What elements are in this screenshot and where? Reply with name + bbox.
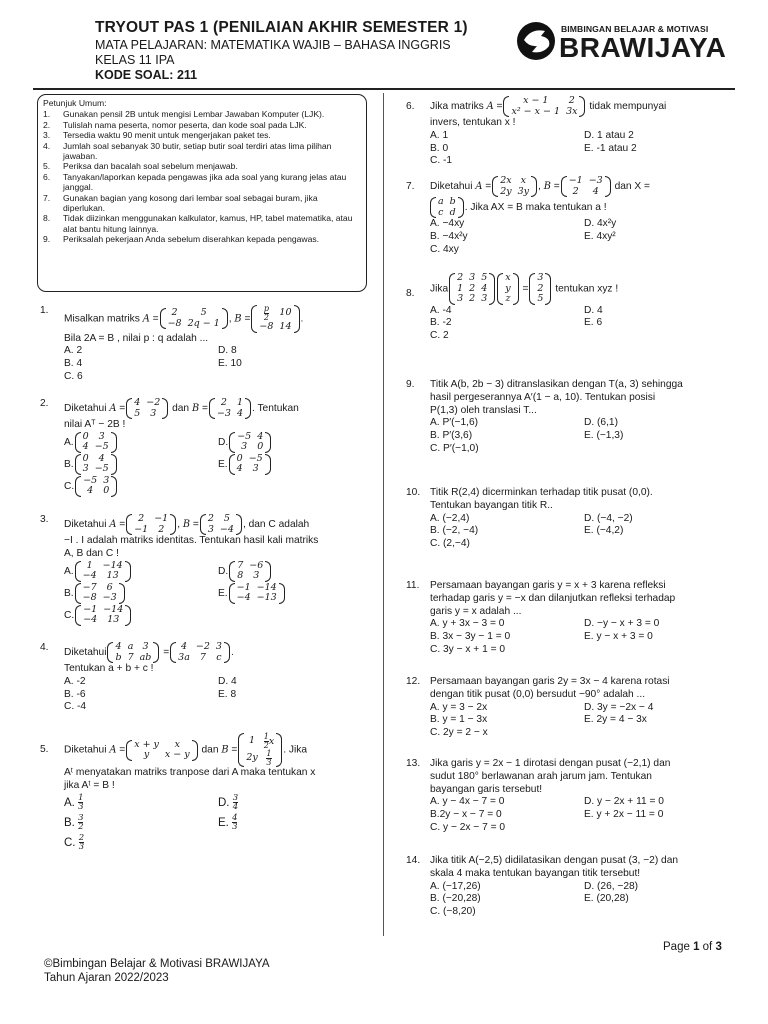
question-number: 10. bbox=[406, 487, 421, 498]
option-a[interactable]: A. P′(−1,6) bbox=[430, 417, 479, 429]
answer-options bbox=[64, 432, 375, 497]
question-text: Diketahui bbox=[64, 647, 107, 659]
option-e[interactable]: E. 0 −5 4 3 bbox=[218, 454, 368, 475]
question-text: Bila 2A = B , nilai p : q adalah ... bbox=[64, 332, 209, 344]
question-number: 6. bbox=[406, 101, 415, 112]
option-c[interactable]: C. (−8,20) bbox=[430, 906, 476, 918]
instruction-text: Periksa dan bacalah soal sebelum menjawab. bbox=[63, 161, 238, 172]
question-text: nilai Aᵀ − 2B ! bbox=[64, 419, 126, 430]
answer-options bbox=[430, 305, 731, 343]
question-text: Tentukan bayangan titik R.. bbox=[430, 499, 553, 511]
option-a[interactable]: A. 1 bbox=[430, 129, 449, 141]
answer-options bbox=[430, 513, 731, 551]
question-text: Tentukan a + b + c ! bbox=[64, 663, 154, 674]
option-c[interactable]: C. $\frac{2}{3}$ bbox=[64, 832, 85, 853]
answer-options bbox=[430, 796, 731, 834]
answer-options bbox=[430, 618, 731, 656]
instruction-number: 1. bbox=[43, 109, 51, 120]
question-4: 4. Diketahui 4 a 3 b 7 ab = 4 −2 3 3a 7 c . Tentukan a + b + c ! A. -2 D. 4 B. -6 E. 8 C. -4 bbox=[40, 642, 375, 714]
instruction-item bbox=[43, 193, 360, 214]
question-text: Jika garis y = 2x − 1 dirotasi dengan pusat (−2,1) dan bbox=[430, 758, 671, 769]
question-text: dan bbox=[172, 403, 190, 415]
option-d[interactable]: D. (−4, −2) bbox=[584, 512, 633, 524]
option-d[interactable]: D. (26, −28) bbox=[584, 880, 639, 892]
question-number: 14. bbox=[406, 855, 421, 866]
option-e[interactable]: E. (20,28) bbox=[584, 893, 629, 905]
question-number: 2. bbox=[40, 398, 49, 409]
instruction-number: 9. bbox=[43, 234, 51, 245]
question-text: Diketahui bbox=[64, 519, 107, 531]
instruction-number: 4. bbox=[43, 140, 51, 151]
option-c[interactable]: C. P′(−1,0) bbox=[430, 442, 479, 454]
answer-options bbox=[430, 417, 731, 455]
question-text: Aᵗ menyatakan matriks tranpose dari A maka tentukan x bbox=[64, 767, 316, 778]
instruction-item bbox=[43, 109, 360, 119]
question-text: sudut 180° berlawanan arah jarum jam. Tentukan bbox=[430, 770, 652, 782]
option-d[interactable]: D. 4x²y bbox=[584, 218, 617, 229]
page-indicator bbox=[663, 941, 722, 953]
option-e[interactable]: E. 10 bbox=[218, 358, 242, 370]
question-number: 9. bbox=[406, 379, 415, 390]
option-e[interactable]: E. (−4,2) bbox=[584, 525, 624, 537]
option-c[interactable]: C. 2y = 2 − x bbox=[430, 727, 488, 739]
question-text: P(1,3) oleh translasi T... bbox=[430, 404, 537, 416]
matrix-a: 4 −2 5 3 bbox=[126, 398, 168, 419]
exam-title: TRYOUT PAS 1 (PENILAIAN AKHIR SEMESTER 1) bbox=[95, 19, 468, 36]
instruction-text: Periksalah pekerjaan Anda sebelum diserahkan kepada pengawas. bbox=[63, 234, 320, 245]
question-text: dan X = bbox=[614, 181, 650, 193]
question-text: Persamaan bayangan garis 2y = 3x − 4 karena rotasi bbox=[430, 676, 670, 687]
option-d[interactable]: D. 4 bbox=[584, 304, 603, 316]
option-a[interactable]: A. y − 4x − 7 = 0 bbox=[430, 796, 505, 808]
question-text: Titik R(2,4) dicerminkan terhadap titik pusat (0,0). bbox=[430, 487, 653, 498]
answer-options bbox=[64, 561, 375, 626]
question-9 bbox=[406, 379, 731, 456]
question-text: Persamaan bayangan garis y = x + 3 karena refleksi bbox=[430, 580, 666, 591]
question-text: Misalkan matriks bbox=[64, 313, 140, 325]
option-b[interactable]: B. −4x²y bbox=[430, 230, 468, 242]
option-b[interactable]: B. 0 bbox=[430, 142, 449, 154]
option-b[interactable]: B. -2 bbox=[430, 317, 452, 329]
option-a[interactable]: A. (−17,26) bbox=[430, 880, 481, 892]
option-e[interactable]: E. 8 bbox=[218, 688, 237, 700]
question-14 bbox=[406, 855, 731, 919]
question-text: . Jika AX = B maka tentukan a ! bbox=[464, 202, 607, 214]
option-b[interactable]: B. -6 bbox=[64, 688, 86, 700]
exam-code: KODE SOAL: 211 bbox=[95, 68, 198, 82]
option-a[interactable]: A. $\frac{1}{3}$ bbox=[64, 792, 84, 813]
logo-tagline: BIMBINGAN BELAJAR & MOTIVASI bbox=[561, 24, 709, 34]
question-number: 3. bbox=[40, 514, 49, 525]
question-number: 7. bbox=[406, 181, 415, 192]
option-b[interactable]: B. P′(3,6) bbox=[430, 430, 473, 442]
question-number: 8. bbox=[406, 288, 415, 299]
option-a[interactable]: A. -2 bbox=[64, 675, 86, 687]
instruction-item bbox=[43, 141, 360, 162]
instruction-item bbox=[43, 161, 360, 171]
option-b[interactable]: B. y = 1 − 3x bbox=[430, 714, 488, 726]
question-number: 11. bbox=[406, 580, 420, 591]
question-8: 8. Jika 2 3 5 1 2 4 3 2 3 x y z = 3 2 5 tentukan xyz ! A. -4 D. 4 B. -2 E. 6 C. 2 bbox=[406, 273, 731, 343]
option-e[interactable]: E. -1 atau 2 bbox=[584, 142, 637, 154]
instructions-box bbox=[37, 94, 367, 292]
question-number: 13. bbox=[406, 758, 421, 769]
option-d[interactable]: D. 8 bbox=[218, 345, 237, 357]
option-d[interactable]: D. (6,1) bbox=[584, 417, 618, 429]
page-label: Page bbox=[663, 941, 694, 953]
option-c[interactable]: C. y − 2x − 7 = 0 bbox=[430, 821, 506, 833]
question-text: Jika matriks bbox=[430, 101, 484, 113]
instruction-number: 6. bbox=[43, 171, 51, 182]
footer-year: Tahun Ajaran 2022/2023 bbox=[44, 972, 169, 984]
option-a[interactable]: A. -4 bbox=[430, 304, 452, 316]
option-e[interactable]: E. (−1,3) bbox=[584, 430, 624, 442]
question-7: 7. Diketahui A = 2x x 2y 3y , B = −1 −3 2 4 dan X = a b c d . Jika AX = B maka tentukan a ! A. −4xy D. 4x²y B. −4x²y E. 4xy² C. 4xy bbox=[406, 176, 731, 256]
option-d[interactable]: D. $\frac{3}{4}$ bbox=[218, 792, 239, 813]
answer-options bbox=[430, 881, 731, 919]
instruction-number: 5. bbox=[43, 161, 51, 172]
question-3: 3. Diketahui A = 2 −1 −1 2 , B = 2 5 3 −4 , dan C adalah −I . I adalah matriks identitas. Tentukan hasil kali matriks A, B dan C ! A. 1 −14 −4 13 D. 7 −6 8 3 B. −7 6 −8 −3 E. −1 −14 −4 −13 C. −1 −14 −4 13 bbox=[40, 514, 375, 626]
option-c[interactable]: C. -4 bbox=[64, 701, 87, 713]
option-d[interactable]: D. 1 atau 2 bbox=[584, 129, 634, 141]
question-text: Titik A(b, 2b − 3) ditranslasikan dengan T(a, 3) sehingga bbox=[430, 379, 683, 390]
instruction-text: Tanyakan/laporkan kepada pengawas jika ada soal yang kurang jelas atau janggal. bbox=[63, 171, 347, 193]
option-b[interactable]: B.2y − x − 7 = 0 bbox=[430, 809, 502, 821]
question-2: 2. Diketahui A = 4 −2 5 3 dan B = 2 1 −3 4 . Tentukan nilai Aᵀ − 2B ! A. 0 3 4 −5 D. −5 4 3 0 B. 0 4 3 −5 E. 0 −5 4 3 C. −5 3 4 0 bbox=[40, 398, 375, 497]
question-number: 1. bbox=[40, 305, 49, 316]
question-text: skala 4 maka tentukan bayangan titik tersebut! bbox=[430, 867, 641, 879]
answer-options bbox=[64, 345, 375, 383]
brawijaya-logo bbox=[515, 20, 745, 68]
instruction-item bbox=[43, 234, 360, 244]
question-text: Jika titik A(−2,5) didilatasikan dengan pusat (3, −2) dan bbox=[430, 855, 679, 866]
option-a[interactable]: A. (−2,4) bbox=[430, 512, 470, 524]
instruction-number: 2. bbox=[43, 119, 51, 130]
page-total: 3 bbox=[715, 941, 722, 953]
question-text: bayangan garis tersebut! bbox=[430, 783, 543, 795]
question-text: Diketahui bbox=[430, 181, 473, 193]
option-c[interactable]: C. 6 bbox=[64, 370, 83, 382]
option-e[interactable]: E. 2y = 4 − 3x bbox=[584, 714, 647, 726]
instruction-text: Gunakan pensil 2B untuk mengisi Lembar Jawaban Komputer (LJK). bbox=[63, 109, 325, 120]
question-text: terhadap garis y = −x dan dilanjutkan refleksi terhadap bbox=[430, 592, 676, 604]
option-c[interactable]: C. 4xy bbox=[430, 243, 459, 255]
question-number: 4. bbox=[40, 642, 49, 653]
question-text: Diketahui bbox=[64, 744, 107, 756]
matrix-b: 2 1 −3 4 bbox=[209, 398, 251, 419]
option-c[interactable]: C. (2,−4) bbox=[430, 538, 470, 550]
option-d[interactable]: D. −5 4 3 0 bbox=[218, 432, 368, 453]
exam-class: KELAS 11 IPA bbox=[95, 53, 175, 67]
answer-options bbox=[430, 218, 731, 256]
answer-options bbox=[64, 793, 375, 853]
question-text: −I . I adalah matriks identitas. Tentukan hasil kali matriks bbox=[64, 535, 319, 546]
option-c[interactable]: C. 2 bbox=[430, 330, 449, 342]
instructions-title: Petunjuk Umum: bbox=[43, 98, 107, 108]
option-b[interactable]: B. 3x − 3y − 1 = 0 bbox=[430, 631, 511, 643]
option-a[interactable]: A. y + 3x − 3 = 0 bbox=[430, 618, 505, 630]
instruction-text: Tidak diizinkan menggunakan kalkulator, kamus, HP, tabel matematika, atau alat bantu hitung lainnya. bbox=[63, 213, 353, 234]
option-c[interactable]: C. 3y − x + 1 = 0 bbox=[430, 643, 506, 655]
page-of-label: of bbox=[699, 941, 716, 953]
instruction-text: Tulislah nama peserta, nomor peserta, dan kode soal pada LJK. bbox=[63, 119, 307, 130]
answer-options bbox=[430, 130, 731, 168]
option-e[interactable]: E. 4xy² bbox=[584, 230, 616, 242]
question-5: 5. Diketahui A = x + y x y x − y dan B = 1 $\frac{1}{2}$ x 2y $\frac{1}{3}$ . Jika Aᵗ menyatakan matriks tranpose dari A maka tentukan x jika Aᵗ = B ! A. $\frac{1}{3}$ D. $\frac{3}{4}$ B. $\frac{3}{2}$ E. $\frac{4}{3}$ C. $\frac{2}{3}$ bbox=[40, 733, 375, 853]
option-b[interactable]: B. (−20,28) bbox=[430, 893, 481, 905]
logo-brand: BRAWIJAYA bbox=[559, 32, 727, 63]
footer-copyright: ©Bimbingan Belajar & Motivasi BRAWIJAYA bbox=[44, 958, 270, 970]
option-d[interactable]: D. 4 bbox=[218, 675, 237, 687]
option-b[interactable]: B. $\frac{3}{2}$ bbox=[64, 812, 84, 833]
question-text: tentukan xyz ! bbox=[555, 283, 619, 295]
instruction-text: Tersedia waktu 90 menit untuk mengerjakan paket tes. bbox=[63, 130, 271, 141]
option-c[interactable]: C. -1 bbox=[430, 155, 453, 167]
question-text: . Jika bbox=[283, 744, 307, 756]
option-a[interactable]: A. 1 −14 −4 13 bbox=[64, 561, 218, 582]
instruction-number: 7. bbox=[43, 192, 51, 203]
instruction-number: 8. bbox=[43, 213, 51, 224]
column-divider bbox=[383, 93, 384, 936]
option-e[interactable]: E. 6 bbox=[584, 317, 603, 329]
option-b[interactable]: B. 4 bbox=[64, 358, 83, 370]
option-e[interactable]: E. −1 −14 −4 −13 bbox=[218, 583, 368, 604]
header-rule bbox=[33, 88, 735, 90]
option-e[interactable]: E. y + 2x − 11 = 0 bbox=[584, 809, 664, 821]
matrix-b: $\frac{p}{2}$ 10 −8 14 bbox=[251, 305, 299, 333]
option-b[interactable]: B. −7 6 −8 −3 bbox=[64, 583, 218, 604]
option-a[interactable]: A. 0 3 4 −5 bbox=[64, 432, 218, 453]
option-c[interactable]: C. −5 3 4 0 bbox=[64, 476, 218, 497]
option-a[interactable]: A. y = 3 − 2x bbox=[430, 701, 488, 713]
question-10 bbox=[406, 487, 731, 551]
option-a[interactable]: A. 2 bbox=[64, 345, 83, 357]
option-d[interactable]: D. y − 2x + 11 = 0 bbox=[584, 796, 664, 808]
instruction-text: Gunakan bagian yang kosong dari lembar soal sebagai buram, jika diperlukan. bbox=[63, 192, 318, 214]
matrix-a: 2 5 −8 2q − 1 bbox=[160, 308, 228, 329]
instruction-item bbox=[43, 213, 360, 234]
question-number: 5. bbox=[40, 744, 49, 755]
question-13 bbox=[406, 758, 731, 835]
question-text: garis y = x adalah ... bbox=[430, 605, 522, 617]
question-6: 6. Jika matriks A = x − 1 2 x² − x − 1 3x tidak mempunyai invers, tentukan x ! A. 1 D. 1 atau 2 B. 0 E. -1 atau 2 C. -1 bbox=[406, 96, 731, 168]
question-text: Diketahui bbox=[64, 403, 107, 415]
logo-mark-icon bbox=[515, 20, 559, 62]
answer-options bbox=[64, 676, 375, 714]
question-text: tidak mempunyai bbox=[589, 101, 667, 113]
question-text: hasil pergeserannya A′(1 − a, 10). Tentukan posisi bbox=[430, 391, 656, 403]
question-text: , dan C adalah bbox=[242, 519, 310, 531]
question-text: A, B dan C ! bbox=[64, 547, 119, 559]
option-e[interactable]: E. $\frac{4}{3}$ bbox=[218, 812, 238, 833]
instruction-item bbox=[43, 130, 360, 140]
answer-options bbox=[430, 702, 731, 740]
page-number: 1 bbox=[693, 941, 700, 953]
option-b[interactable]: B. 0 4 3 −5 bbox=[64, 454, 218, 475]
option-b[interactable]: B. (−2, −4) bbox=[430, 525, 479, 537]
instruction-item bbox=[43, 120, 360, 130]
option-d[interactable]: D. −y − x + 3 = 0 bbox=[584, 618, 660, 630]
footer bbox=[44, 957, 270, 985]
option-a[interactable]: A. −4xy bbox=[430, 218, 465, 229]
question-1: 1. Misalkan matriks A = 2 5 −8 2q − 1 , B = $\frac{p}{2}$ 10 −8 14 . Bila 2A = B , nilai p : q adalah ... A. 2 D. 8 B. 4 E. 10 C. 6 bbox=[40, 305, 375, 384]
question-text: jika Aᵗ = B ! bbox=[64, 779, 115, 791]
question-number: 12. bbox=[406, 676, 421, 687]
question-12 bbox=[406, 676, 731, 740]
instruction-item bbox=[43, 172, 360, 193]
exam-subject: MATA PELAJARAN: MATEMATIKA WAJIB – BAHASA INGGRIS bbox=[95, 38, 451, 52]
question-text: invers, tentukan x ! bbox=[430, 117, 516, 128]
option-d[interactable]: D. 7 −6 8 3 bbox=[218, 561, 368, 582]
option-c[interactable]: C. −1 −14 −4 13 bbox=[64, 605, 218, 626]
question-text: dan bbox=[201, 744, 219, 756]
instruction-number: 3. bbox=[43, 130, 51, 141]
question-text: . Tentukan bbox=[251, 403, 299, 415]
question-text: Jika bbox=[430, 283, 449, 295]
question-11 bbox=[406, 580, 731, 657]
instruction-text: Jumlah soal sebanyak 30 butir, setiap butir soal terdiri atas lima pilihan jawaban. bbox=[63, 140, 332, 162]
option-d[interactable]: D. 3y = −2x − 4 bbox=[584, 701, 654, 713]
option-e[interactable]: E. y − x + 3 = 0 bbox=[584, 631, 653, 643]
question-text: dengan titik pusat (0,0) bersudut −90° adalah ... bbox=[430, 688, 646, 700]
exam-header bbox=[95, 18, 515, 83]
